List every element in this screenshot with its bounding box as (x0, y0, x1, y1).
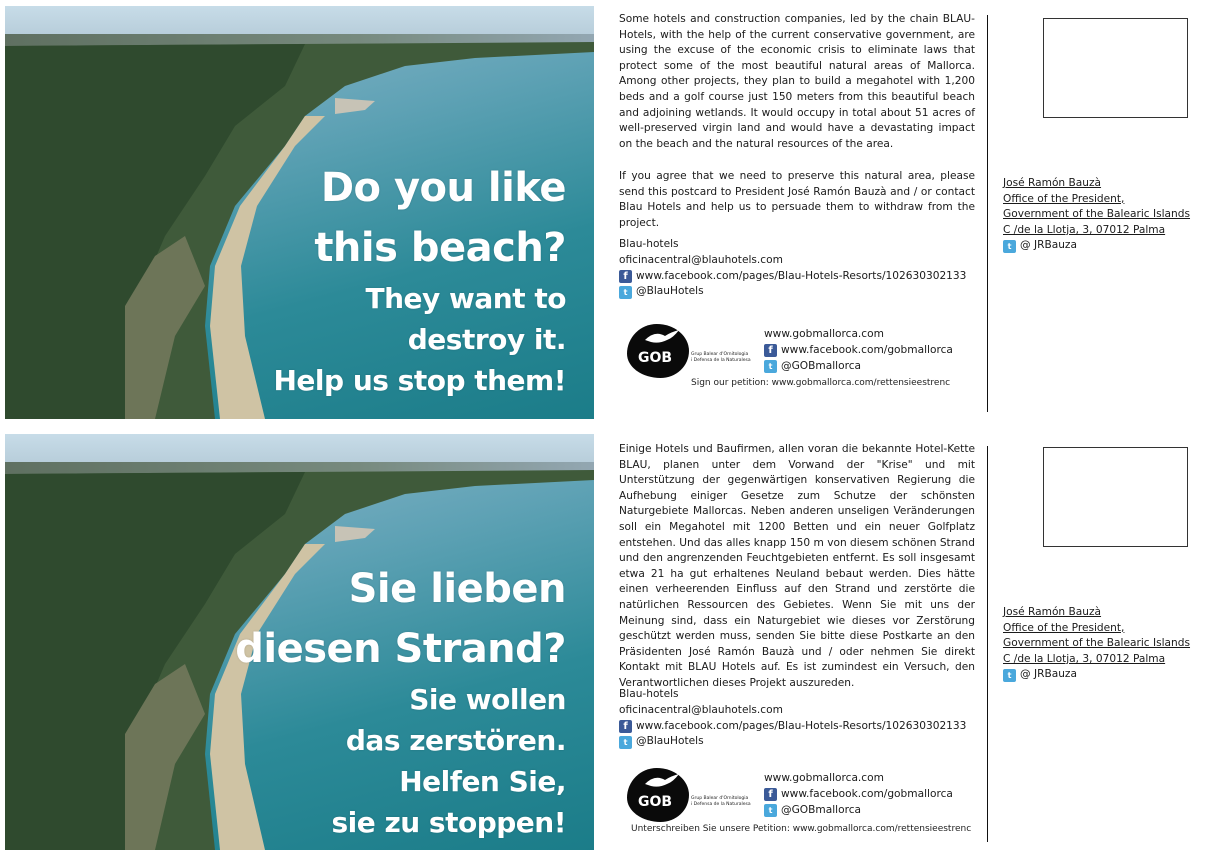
divider (987, 446, 988, 842)
blau-name: Blau-hotels (619, 688, 679, 700)
blau-facebook-link[interactable]: www.facebook.com/pages/Blau-Hotels-Resorts/102630302133 (636, 719, 967, 732)
blau-twitter-link[interactable]: @BlauHotels (636, 735, 704, 748)
gob-twitter-link[interactable]: @GOBmallorca (781, 803, 862, 816)
gob-block (627, 322, 977, 402)
twitter-icon: t (1003, 240, 1016, 253)
gob-facebook-link[interactable]: www.facebook.com/gobmallorca (781, 787, 953, 800)
address-twitter[interactable]: @ JRBauza (1020, 668, 1077, 681)
facebook-icon: f (764, 344, 777, 357)
gob-links (764, 771, 953, 818)
headline-line: sie zu stoppen! (331, 806, 566, 839)
twitter-icon: t (1003, 669, 1016, 682)
address-street: C /de la Llotja, 3, 07012 Palma (1003, 652, 1166, 665)
headline-line: this beach? (314, 225, 566, 271)
address-government: Government of the Balearic Islands (1003, 208, 1191, 221)
blau-name: Blau-hotels (619, 238, 679, 250)
headline-line: diesen Strand? (235, 626, 566, 672)
address-twitter[interactable]: @ JRBauza (1020, 239, 1077, 252)
headline-line: Do you like (320, 165, 566, 211)
address-block (1003, 176, 1190, 254)
stamp-box (1043, 447, 1188, 547)
headline-line: They want to (365, 282, 566, 315)
headline-line: Help us stop them! (273, 364, 566, 397)
petition-link[interactable]: Sign our petition: www.gobmallorca.com/rettensieestrenc (691, 378, 951, 388)
gob-facebook-link[interactable]: www.facebook.com/gobmallorca (781, 343, 953, 356)
headline-line: Sie lieben (348, 566, 566, 612)
postcard-german (0, 428, 1209, 856)
stamp-box (1043, 18, 1188, 118)
blau-contact (619, 237, 979, 300)
gob-web-link[interactable]: www.gobmallorca.com (764, 772, 884, 784)
headline (235, 559, 566, 843)
headline-line: das zerstören. (345, 724, 566, 757)
bird-icon (645, 330, 679, 346)
twitter-icon: t (619, 736, 632, 749)
address-office: Office of the President, (1003, 192, 1125, 205)
facebook-icon: f (764, 788, 777, 801)
gob-logo: GOB (627, 768, 689, 822)
address-office: Office of the President, (1003, 621, 1125, 634)
body-paragraph: If you agree that we need to preserve this natural area, please send this postcard to President José Ramón Bauzà and / or contact Blau Hotels and help us to persuade them to withdraw from the project. (619, 170, 975, 229)
bird-icon (645, 774, 679, 790)
divider (987, 15, 988, 412)
twitter-icon: t (619, 286, 632, 299)
address-name: José Ramón Bauzà (1003, 177, 1102, 189)
headline-line: destroy it. (407, 323, 566, 356)
headline (274, 158, 567, 401)
gob-block (627, 766, 977, 846)
facebook-icon: f (619, 720, 632, 733)
gob-logo: GOB (627, 324, 689, 378)
gob-web-link[interactable]: www.gobmallorca.com (764, 328, 884, 340)
blau-twitter-link[interactable]: @BlauHotels (636, 285, 704, 298)
beach-photo (5, 6, 594, 419)
blau-contact (619, 687, 979, 750)
facebook-icon: f (619, 270, 632, 283)
twitter-icon: t (764, 360, 777, 373)
beach-photo (5, 434, 594, 850)
headline-line: Sie wollen (409, 683, 566, 716)
gob-subtitle: Grup Balear d'Ornitologia i Defensa de la Naturalesa (691, 352, 751, 363)
address-name: José Ramón Bauzà (1003, 606, 1102, 618)
gob-links (764, 327, 953, 374)
blau-email[interactable]: oficinacentral@blauhotels.com (619, 253, 783, 266)
address-block (1003, 605, 1190, 683)
blau-email[interactable]: oficinacentral@blauhotels.com (619, 703, 783, 716)
gob-twitter-link[interactable]: @GOBmallorca (781, 359, 862, 372)
twitter-icon: t (764, 804, 777, 817)
blau-facebook-link[interactable]: www.facebook.com/pages/Blau-Hotels-Resorts/102630302133 (636, 269, 967, 282)
petition-link[interactable]: Unterschreiben Sie unsere Petition: www.gobmallorca.com/rettensieestrenc (631, 824, 972, 834)
body-paragraph: Einige Hotels und Baufirmen, allen voran die bekannte Hotel-Kette BLAU, planen unter dem Vorwand der "Krise" und mit Unterstützung der gegenwärtigen konservativen Regierung die Aufhebung einiger Gesetze zum Schutze der schönsten Naturgebiete Mallorcas. Neben anderen unseligen Veränderungen soll ein Megahotel mit 1200 Betten und ein neuer Golfplatz entstehen. Und das alles knapp 150 m von diesem schönen Strand und den angrenzenden Feuchtgebieten entfernt. Es soll insgesamt etwa 21 ha gut erhaltenes Neuland bebaut werden. Dies hätte einen verheerenden Einfluss auf den Strand und zerstörte die natürlichen Ressourcen des Gebietes. Wenn Sie mit uns der Meinung sind, dass ein Naturgebiet wie dieses vor Zerstörung geschützt werden muss, senden Sie bitte diese Postkarte an den Präsidenten José Ramón Bauzà und / oder nehmen Sie direkt Kontakt mit BLAU Hotels auf. Es ist zumindest ein Versuch, den Verantwortlichen dieses Projekt auszureden. (619, 443, 975, 689)
headline-line: Helfen Sie, (399, 765, 566, 798)
gob-subtitle: Grup Balear d'Ornitologia i Defensa de la Naturalesa (691, 796, 751, 807)
body-paragraph: Some hotels and construction companies, led by the chain BLAU-Hotels, with the help of the current conservative government, are using the excuse of the economic crisis to eliminate laws that protect some of the most beautiful natural areas of Mallorca. Among other projects, they plan to build a megahotel with 1,200 beds and a golf course just 150 meters from this beautiful beach and adjoining wetlands. It would occupy in total about 51 acres of well-preserved virgin land and would have a devastating impact on the beach and the natural resources of the area. (619, 13, 975, 150)
address-government: Government of the Balearic Islands (1003, 637, 1191, 650)
address-street: C /de la Llotja, 3, 07012 Palma (1003, 223, 1166, 236)
